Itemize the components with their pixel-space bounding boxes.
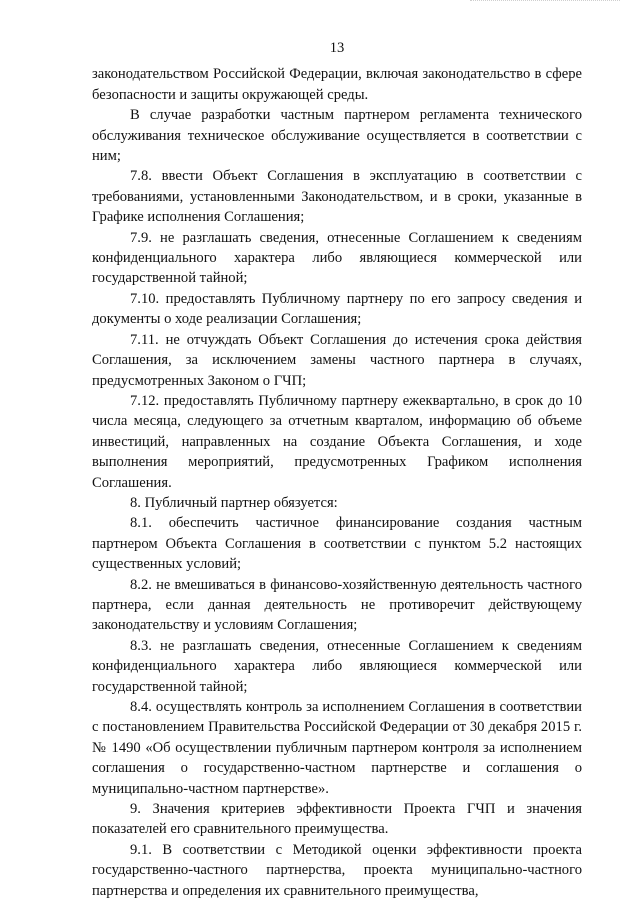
clause-9-heading: 9. Значения критериев эффективности Проекта ГЧП и значения показателей его сравнительного преимущества. [92, 801, 582, 838]
clause-7-11: 7.11. не отчуждать Объект Соглашения до истечения срока действия Соглашения, за исключением замены частного партнера в случаях, предусмотренных Законом о ГЧП; [92, 331, 582, 389]
clause-8-2: 8.2. не вмешиваться в финансово-хозяйственную деятельность частного партнера, если данная деятельность не противоречит действующему законодательству и условиям Соглашения; [92, 576, 582, 634]
page-number: 13 [329, 40, 345, 56]
clause-7-9: 7.9. не разглашать сведения, отнесенные Соглашением к сведениям конфиденциального характера либо являющиеся коммерческой или государственной тайной; [92, 229, 582, 287]
clause-8-heading: 8. Публичный партнер обязуется: [130, 494, 338, 511]
clause-7-10: 7.10. предоставлять Публичному партнеру по его запросу сведения и документы о ходе реализации Соглашения; [92, 290, 582, 328]
clause-8-3: 8.3. не разглашать сведения, отнесенные Соглашением к сведениям конфиденциального характера либо являющиеся коммерческой или государственной тайной; [92, 637, 582, 695]
paragraph-maintenance-regulation: В случае разработки частным партнером регламента технического обслуживания техническое обслуживание осуществляется в соответствии с ним; [92, 107, 582, 165]
document-page [92, 38, 582, 901]
clause-9-1: 9.1. В соответствии с Методикой оценки эффективности проекта государственно-частного партнерства, проекта муниципально-частного партнерства и определения их сравнительного преимущества, [92, 841, 582, 899]
clause-7-8: 7.8. ввести Объект Соглашения в эксплуатацию в соответствии с требованиями, установленными Законодательством, и в сроки, указанные в Графике исполнения Соглашения; [92, 168, 582, 226]
clause-8-1: 8.1. обеспечить частичное финансирование создания частным партнером Объекта Соглашения в соответствии с пунктом 5.2 настоящих существенных условий; [92, 515, 582, 573]
scan-edge-mark [470, 0, 620, 4]
paragraph-continuation: законодательством Российской Федерации, включая законодательство в сфере безопасности и защиты окружающей среды. [92, 66, 582, 103]
clause-8-4: 8.4. осуществлять контроль за исполнением Соглашения в соответствии с постановлением Правительства Российской Федерации от 30 декабря 2015 г. № 1490 «Об осуществлении публичным партнером контроля за исполнением соглашения о государственно-частном партнерстве и соглашения о муниципально-частном партнерстве». [92, 699, 582, 797]
clause-7-12: 7.12. предоставлять Публичному партнеру ежеквартально, в срок до 10 числа месяца, следующего за отчетным кварталом, информацию об объеме инвестиций, направленных на создание Объекта Соглашения, и ходе выполнения мероприятий, предусмотренных Графиком исполнения Соглашения. [92, 392, 582, 491]
